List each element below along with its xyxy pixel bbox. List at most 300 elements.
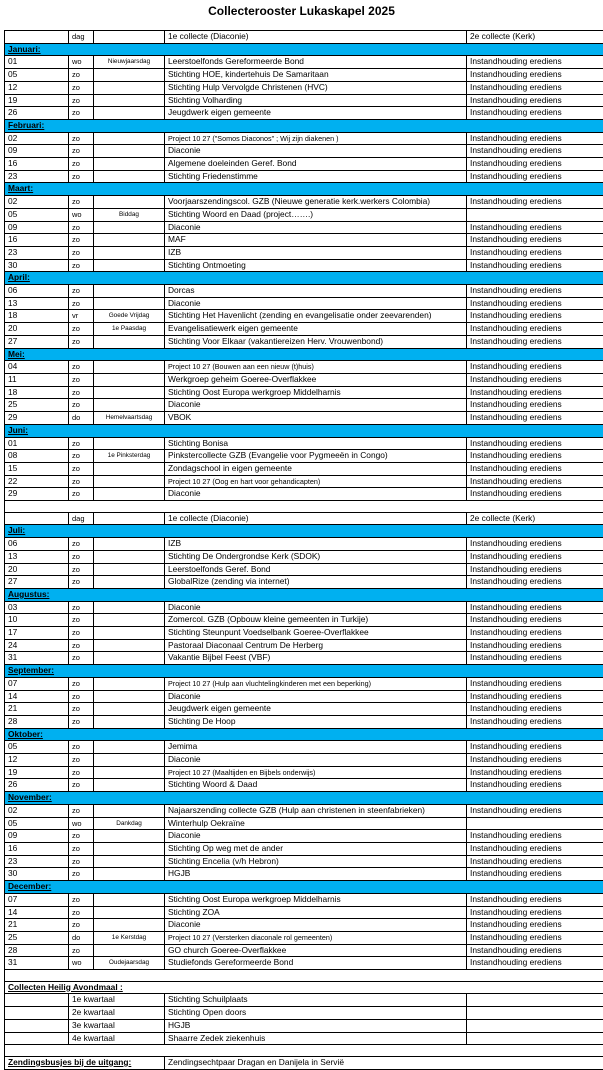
weekday-cell: zo (69, 855, 94, 868)
weekday-cell: zo (69, 715, 94, 728)
special-day-cell (94, 107, 165, 120)
schedule-row (5, 754, 603, 767)
first-collection-cell: Jemima (165, 741, 467, 754)
first-collection-cell: Jeugdwerk eigen gemeente (165, 107, 467, 120)
weekday-cell: zo (69, 538, 94, 551)
schedule-row (5, 576, 603, 589)
first-collection-cell: Diaconie (165, 145, 467, 158)
second-collection-cell: Instandhouding erediens (467, 677, 603, 690)
second-collection-cell: Instandhouding erediens (467, 868, 603, 881)
special-day-cell (94, 297, 165, 310)
first-collection-cell: Diaconie (165, 601, 467, 614)
schedule-row (5, 830, 603, 843)
avondmaal-title: Collecten Heilig Avondmaal : (5, 981, 603, 994)
weekday-cell: zo (69, 196, 94, 209)
special-day-cell: 1e Kerstdag (94, 931, 165, 944)
special-day-cell (94, 132, 165, 145)
first-collection-cell: Diaconie (165, 399, 467, 412)
avondmaal-empty-cell (467, 1032, 603, 1045)
date-cell: 01 (5, 56, 69, 69)
month-name: Mei: (5, 348, 603, 361)
date-cell: 29 (5, 412, 69, 425)
weekday-cell: do (69, 931, 94, 944)
weekday-cell: zo (69, 361, 94, 374)
special-day-cell: Biddag (94, 208, 165, 221)
schedule-row (5, 677, 603, 690)
first-collection-cell: Dorcas (165, 285, 467, 298)
second-collection-cell: Instandhouding erediens (467, 754, 603, 767)
first-collection-cell: Diaconie (165, 297, 467, 310)
date-cell: 12 (5, 754, 69, 767)
first-collection-cell: Project 10 27 (Bouwen aan een nieuw (t)huis) (165, 361, 467, 374)
second-collection-cell: Instandhouding erediens (467, 944, 603, 957)
first-collection-cell: GO church Goeree-Overflakkee (165, 944, 467, 957)
date-cell: 20 (5, 323, 69, 336)
date-cell: 02 (5, 804, 69, 817)
first-collection-cell: Pastoraal Diaconaal Centrum De Herberg (165, 639, 467, 652)
second-collection-cell: Instandhouding erediens (467, 919, 603, 932)
weekday-cell: do (69, 412, 94, 425)
first-collection-cell: Project 10 27 (Hulp aan vluchtelingkinderen met een beperking) (165, 677, 467, 690)
avondmaal-empty-cell (467, 1019, 603, 1032)
avondmaal-quarter: 1e kwartaal (69, 994, 165, 1007)
weekday-cell: zo (69, 488, 94, 501)
schedule-row (5, 69, 603, 82)
schedule-row (5, 297, 603, 310)
weekday-cell: zo (69, 563, 94, 576)
first-collection-cell: Diaconie (165, 830, 467, 843)
schedule-row (5, 170, 603, 183)
month-name: Februari: (5, 119, 603, 132)
schedule-row (5, 285, 603, 298)
second-collection-cell: Instandhouding erediens (467, 221, 603, 234)
date-cell: 31 (5, 652, 69, 665)
header-blank-cell (5, 31, 69, 44)
second-collection-cell: Instandhouding erediens (467, 855, 603, 868)
second-collection-cell: Instandhouding erediens (467, 323, 603, 336)
first-collection-cell: IZB (165, 246, 467, 259)
second-collection-cell: Instandhouding erediens (467, 246, 603, 259)
schedule-row (5, 614, 603, 627)
schedule-row (5, 412, 603, 425)
month-heading-row (5, 348, 603, 361)
second-collection-cell: Instandhouding erediens (467, 335, 603, 348)
first-collection-cell: Leerstoelfonds Geref. Bond (165, 563, 467, 576)
weekday-cell: zo (69, 919, 94, 932)
schedule-row (5, 196, 603, 209)
schedule-row (5, 208, 603, 221)
second-collection-cell: Instandhouding erediens (467, 639, 603, 652)
special-day-cell (94, 246, 165, 259)
special-day-cell (94, 639, 165, 652)
weekday-cell: zo (69, 145, 94, 158)
schedule-row (5, 323, 603, 336)
first-collection-cell: Zomercol. GZB (Opbouw kleine gemeenten in Turkije) (165, 614, 467, 627)
weekday-cell: zo (69, 601, 94, 614)
spacer-cell (5, 501, 603, 513)
schedule-row (5, 563, 603, 576)
special-day-cell (94, 703, 165, 716)
weekday-cell: zo (69, 614, 94, 627)
special-day-cell (94, 170, 165, 183)
column-header-row (5, 31, 603, 44)
month-heading-row (5, 525, 603, 538)
first-collection-cell: IZB (165, 538, 467, 551)
date-cell: 26 (5, 107, 69, 120)
weekday-cell: zo (69, 804, 94, 817)
first-collection-cell: Najaarszending collecte GZB (Hulp aan christenen in steenfabrieken) (165, 804, 467, 817)
special-day-cell (94, 145, 165, 158)
special-day-cell (94, 906, 165, 919)
first-collection-cell: Stichting De Ondergrondse Kerk (SDOK) (165, 550, 467, 563)
special-day-cell (94, 538, 165, 551)
second-collection-cell: Instandhouding erediens (467, 703, 603, 716)
first-collection-cell: Stichting ZOA (165, 906, 467, 919)
schedule-row (5, 158, 603, 171)
second-collection-cell: Instandhouding erediens (467, 361, 603, 374)
date-cell: 13 (5, 550, 69, 563)
collection-schedule-table (4, 30, 603, 1070)
first-collection-cell: GlobalRize (zending via internet) (165, 576, 467, 589)
date-cell: 18 (5, 386, 69, 399)
weekday-cell: zo (69, 386, 94, 399)
date-cell: 18 (5, 310, 69, 323)
schedule-row (5, 107, 603, 120)
blank-row (5, 1045, 603, 1057)
special-day-cell (94, 361, 165, 374)
weekday-cell: zo (69, 842, 94, 855)
avondmaal-row (5, 1019, 603, 1032)
date-cell: 09 (5, 221, 69, 234)
date-cell: 03 (5, 601, 69, 614)
date-cell: 16 (5, 158, 69, 171)
avondmaal-recipient: Shaarre Zedek ziekenhuis (165, 1032, 467, 1045)
zending-label: Zendingsbusjes bij de uitgang: (5, 1056, 165, 1069)
first-collection-cell: Algemene doeleinden Geref. Bond (165, 158, 467, 171)
weekday-cell: wo (69, 957, 94, 970)
first-collection-cell: Stichting Encelia (v/h Hebron) (165, 855, 467, 868)
weekday-cell: zo (69, 906, 94, 919)
special-day-cell: Nieuwjaarsdag (94, 56, 165, 69)
weekday-cell: zo (69, 107, 94, 120)
weekday-cell: zo (69, 690, 94, 703)
blank-cell (5, 970, 603, 982)
month-name: Januari: (5, 43, 603, 56)
avondmaal-quarter: 3e kwartaal (69, 1019, 165, 1032)
weekday-cell: zo (69, 830, 94, 843)
first-collection-cell: Stichting Voor Elkaar (vakantiereizen Herv. Vrouwenbond) (165, 335, 467, 348)
schedule-row (5, 81, 603, 94)
second-collection-cell: Instandhouding erediens (467, 437, 603, 450)
second-collection-cell: Instandhouding erediens (467, 690, 603, 703)
schedule-row (5, 690, 603, 703)
zending-row (5, 1056, 603, 1069)
avondmaal-heading-row (5, 981, 603, 994)
special-day-cell: Goede Vrijdag (94, 310, 165, 323)
avondmaal-empty-cell (467, 994, 603, 1007)
header-blank-cell (94, 512, 165, 525)
special-day-cell (94, 386, 165, 399)
date-cell: 09 (5, 145, 69, 158)
second-collection-cell: Instandhouding erediens (467, 652, 603, 665)
schedule-row (5, 538, 603, 551)
second-collection-cell: Instandhouding erediens (467, 170, 603, 183)
second-collection-cell: Instandhouding erediens (467, 132, 603, 145)
first-collection-cell: Leerstoelfonds Gereformeerde Bond (165, 56, 467, 69)
special-day-cell (94, 754, 165, 767)
header-first-collection: 1e collecte (Diaconie) (165, 31, 467, 44)
second-collection-cell: Instandhouding erediens (467, 830, 603, 843)
second-collection-cell: Instandhouding erediens (467, 56, 603, 69)
month-name: Augustus: (5, 588, 603, 601)
second-collection-cell: Instandhouding erediens (467, 373, 603, 386)
second-collection-cell: Instandhouding erediens (467, 259, 603, 272)
header-day: dag (69, 512, 94, 525)
first-collection-cell: Stichting Bonisa (165, 437, 467, 450)
second-collection-cell: Instandhouding erediens (467, 576, 603, 589)
date-cell: 10 (5, 614, 69, 627)
first-collection-cell: Stichting Op weg met de ander (165, 842, 467, 855)
date-cell: 25 (5, 399, 69, 412)
special-day-cell (94, 804, 165, 817)
month-name: Maart: (5, 183, 603, 196)
schedule-row (5, 335, 603, 348)
second-collection-cell: Instandhouding erediens (467, 285, 603, 298)
weekday-cell: wo (69, 817, 94, 830)
special-day-cell (94, 94, 165, 107)
weekday-cell: zo (69, 475, 94, 488)
schedule-row (5, 475, 603, 488)
first-collection-cell: Project 10 27 (Versterken diaconale rol gemeenten) (165, 931, 467, 944)
date-cell: 11 (5, 373, 69, 386)
month-heading-row (5, 183, 603, 196)
schedule-row (5, 221, 603, 234)
schedule-row (5, 817, 603, 830)
weekday-cell: zo (69, 132, 94, 145)
special-day-cell (94, 868, 165, 881)
special-day-cell (94, 576, 165, 589)
special-day-cell (94, 158, 165, 171)
date-cell: 12 (5, 81, 69, 94)
special-day-cell (94, 627, 165, 640)
schedule-row (5, 919, 603, 932)
schedule-row (5, 246, 603, 259)
weekday-cell: wo (69, 56, 94, 69)
weekday-cell: vr (69, 310, 94, 323)
date-cell: 21 (5, 703, 69, 716)
date-cell: 30 (5, 868, 69, 881)
avondmaal-spacer-cell (5, 1007, 69, 1020)
schedule-row (5, 450, 603, 463)
first-collection-cell: Vakantie Bijbel Feest (VBF) (165, 652, 467, 665)
second-collection-cell: Instandhouding erediens (467, 399, 603, 412)
page-title: Collecterooster Lukaskapel 2025 (0, 0, 603, 22)
header-day: dag (69, 31, 94, 44)
second-collection-cell: Instandhouding erediens (467, 957, 603, 970)
date-cell: 02 (5, 196, 69, 209)
first-collection-cell: Stichting Oost Europa werkgroep Middelharnis (165, 893, 467, 906)
second-collection-cell: Instandhouding erediens (467, 804, 603, 817)
column-header-row (5, 512, 603, 525)
month-heading-row (5, 665, 603, 678)
weekday-cell: zo (69, 754, 94, 767)
special-day-cell (94, 601, 165, 614)
month-heading-row (5, 119, 603, 132)
weekday-cell: zo (69, 450, 94, 463)
special-day-cell (94, 437, 165, 450)
date-cell: 27 (5, 576, 69, 589)
schedule-row (5, 639, 603, 652)
schedule-row (5, 145, 603, 158)
first-collection-cell: Stichting Hulp Vervolgde Christenen (HVC) (165, 81, 467, 94)
weekday-cell: zo (69, 703, 94, 716)
avondmaal-recipient: Stichting Schuilplaats (165, 994, 467, 1007)
month-heading-row (5, 588, 603, 601)
second-collection-cell: Instandhouding erediens (467, 234, 603, 247)
month-heading-row (5, 792, 603, 805)
schedule-row (5, 893, 603, 906)
first-collection-cell: Stichting Het Havenlicht (zending en evangelisatie onder zeevarenden) (165, 310, 467, 323)
first-collection-cell: Stichting Steunpunt Voedselbank Goeree-Overflakkee (165, 627, 467, 640)
avondmaal-spacer-cell (5, 1032, 69, 1045)
special-day-cell (94, 399, 165, 412)
zending-value: Zendingsechtpaar Dragan en Danijela in Servië (165, 1056, 603, 1069)
weekday-cell: zo (69, 779, 94, 792)
month-heading-row (5, 728, 603, 741)
schedule-row (5, 310, 603, 323)
schedule-row (5, 56, 603, 69)
weekday-cell: zo (69, 868, 94, 881)
date-cell: 23 (5, 246, 69, 259)
first-collection-cell: Zondagschool in eigen gemeente (165, 462, 467, 475)
first-collection-cell: Diaconie (165, 690, 467, 703)
date-cell: 09 (5, 830, 69, 843)
month-heading-row (5, 43, 603, 56)
month-heading-row (5, 424, 603, 437)
first-collection-cell: Stichting HOE, kindertehuis De Samaritaan (165, 69, 467, 82)
special-day-cell (94, 766, 165, 779)
second-collection-cell: Instandhouding erediens (467, 766, 603, 779)
weekday-cell: zo (69, 221, 94, 234)
second-collection-cell: Instandhouding erediens (467, 741, 603, 754)
date-cell: 05 (5, 817, 69, 830)
special-day-cell (94, 81, 165, 94)
schedule-row (5, 259, 603, 272)
first-collection-cell: HGJB (165, 868, 467, 881)
month-name: April: (5, 272, 603, 285)
header-first-collection: 1e collecte (Diaconie) (165, 512, 467, 525)
half-year-spacer (5, 501, 603, 513)
month-name: September: (5, 665, 603, 678)
weekday-cell: zo (69, 234, 94, 247)
special-day-cell (94, 373, 165, 386)
special-day-cell (94, 563, 165, 576)
date-cell: 14 (5, 690, 69, 703)
weekday-cell: zo (69, 323, 94, 336)
date-cell: 08 (5, 450, 69, 463)
month-name: Juni: (5, 424, 603, 437)
avondmaal-spacer-cell (5, 994, 69, 1007)
special-day-cell (94, 779, 165, 792)
first-collection-cell: Stichting Friedenstimme (165, 170, 467, 183)
special-day-cell (94, 741, 165, 754)
special-day-cell: Dankdag (94, 817, 165, 830)
first-collection-cell: Stichting Ontmoeting (165, 259, 467, 272)
weekday-cell: zo (69, 94, 94, 107)
month-heading-row (5, 272, 603, 285)
second-collection-cell: Instandhouding erediens (467, 475, 603, 488)
blank-cell (5, 1045, 603, 1057)
weekday-cell: zo (69, 576, 94, 589)
second-collection-cell: Instandhouding erediens (467, 386, 603, 399)
date-cell: 05 (5, 69, 69, 82)
first-collection-cell: VBOK (165, 412, 467, 425)
date-cell: 22 (5, 475, 69, 488)
avondmaal-spacer-cell (5, 1019, 69, 1032)
date-cell: 06 (5, 538, 69, 551)
special-day-cell (94, 259, 165, 272)
second-collection-cell: Instandhouding erediens (467, 196, 603, 209)
first-collection-cell: Project 10 27 (Oog en hart voor gehandicapten) (165, 475, 467, 488)
first-collection-cell: Stichting De Hoop (165, 715, 467, 728)
weekday-cell: zo (69, 677, 94, 690)
avondmaal-recipient: HGJB (165, 1019, 467, 1032)
second-collection-cell: Instandhouding erediens (467, 158, 603, 171)
weekday-cell: zo (69, 81, 94, 94)
second-collection-cell: Instandhouding erediens (467, 842, 603, 855)
second-collection-cell: Instandhouding erediens (467, 145, 603, 158)
schedule-row (5, 627, 603, 640)
date-cell: 19 (5, 94, 69, 107)
date-cell: 07 (5, 677, 69, 690)
second-collection-cell: Instandhouding erediens (467, 94, 603, 107)
second-collection-cell (467, 208, 603, 221)
weekday-cell: zo (69, 170, 94, 183)
date-cell: 16 (5, 234, 69, 247)
schedule-row (5, 931, 603, 944)
weekday-cell: zo (69, 944, 94, 957)
schedule-row (5, 601, 603, 614)
first-collection-cell: Jeugdwerk eigen gemeente (165, 703, 467, 716)
special-day-cell (94, 842, 165, 855)
special-day-cell (94, 830, 165, 843)
month-name: December: (5, 881, 603, 894)
schedule-row (5, 715, 603, 728)
second-collection-cell: Instandhouding erediens (467, 614, 603, 627)
schedule-row (5, 399, 603, 412)
schedule-row (5, 944, 603, 957)
avondmaal-row (5, 994, 603, 1007)
weekday-cell: zo (69, 639, 94, 652)
schedule-row (5, 779, 603, 792)
first-collection-cell: Stichting Oost Europa werkgroep Middelharnis (165, 386, 467, 399)
month-name: November: (5, 792, 603, 805)
weekday-cell: zo (69, 373, 94, 386)
second-collection-cell: Instandhouding erediens (467, 450, 603, 463)
second-collection-cell: Instandhouding erediens (467, 906, 603, 919)
date-cell: 21 (5, 919, 69, 932)
special-day-cell (94, 221, 165, 234)
weekday-cell: zo (69, 893, 94, 906)
special-day-cell (94, 614, 165, 627)
special-day-cell (94, 285, 165, 298)
schedule-row (5, 741, 603, 754)
blank-row (5, 970, 603, 982)
first-collection-cell: Project 10 27 (Maaltijden en Bijbels onderwijs) (165, 766, 467, 779)
first-collection-cell: MAF (165, 234, 467, 247)
special-day-cell: 1e Paasdag (94, 323, 165, 336)
second-collection-cell: Instandhouding erediens (467, 538, 603, 551)
